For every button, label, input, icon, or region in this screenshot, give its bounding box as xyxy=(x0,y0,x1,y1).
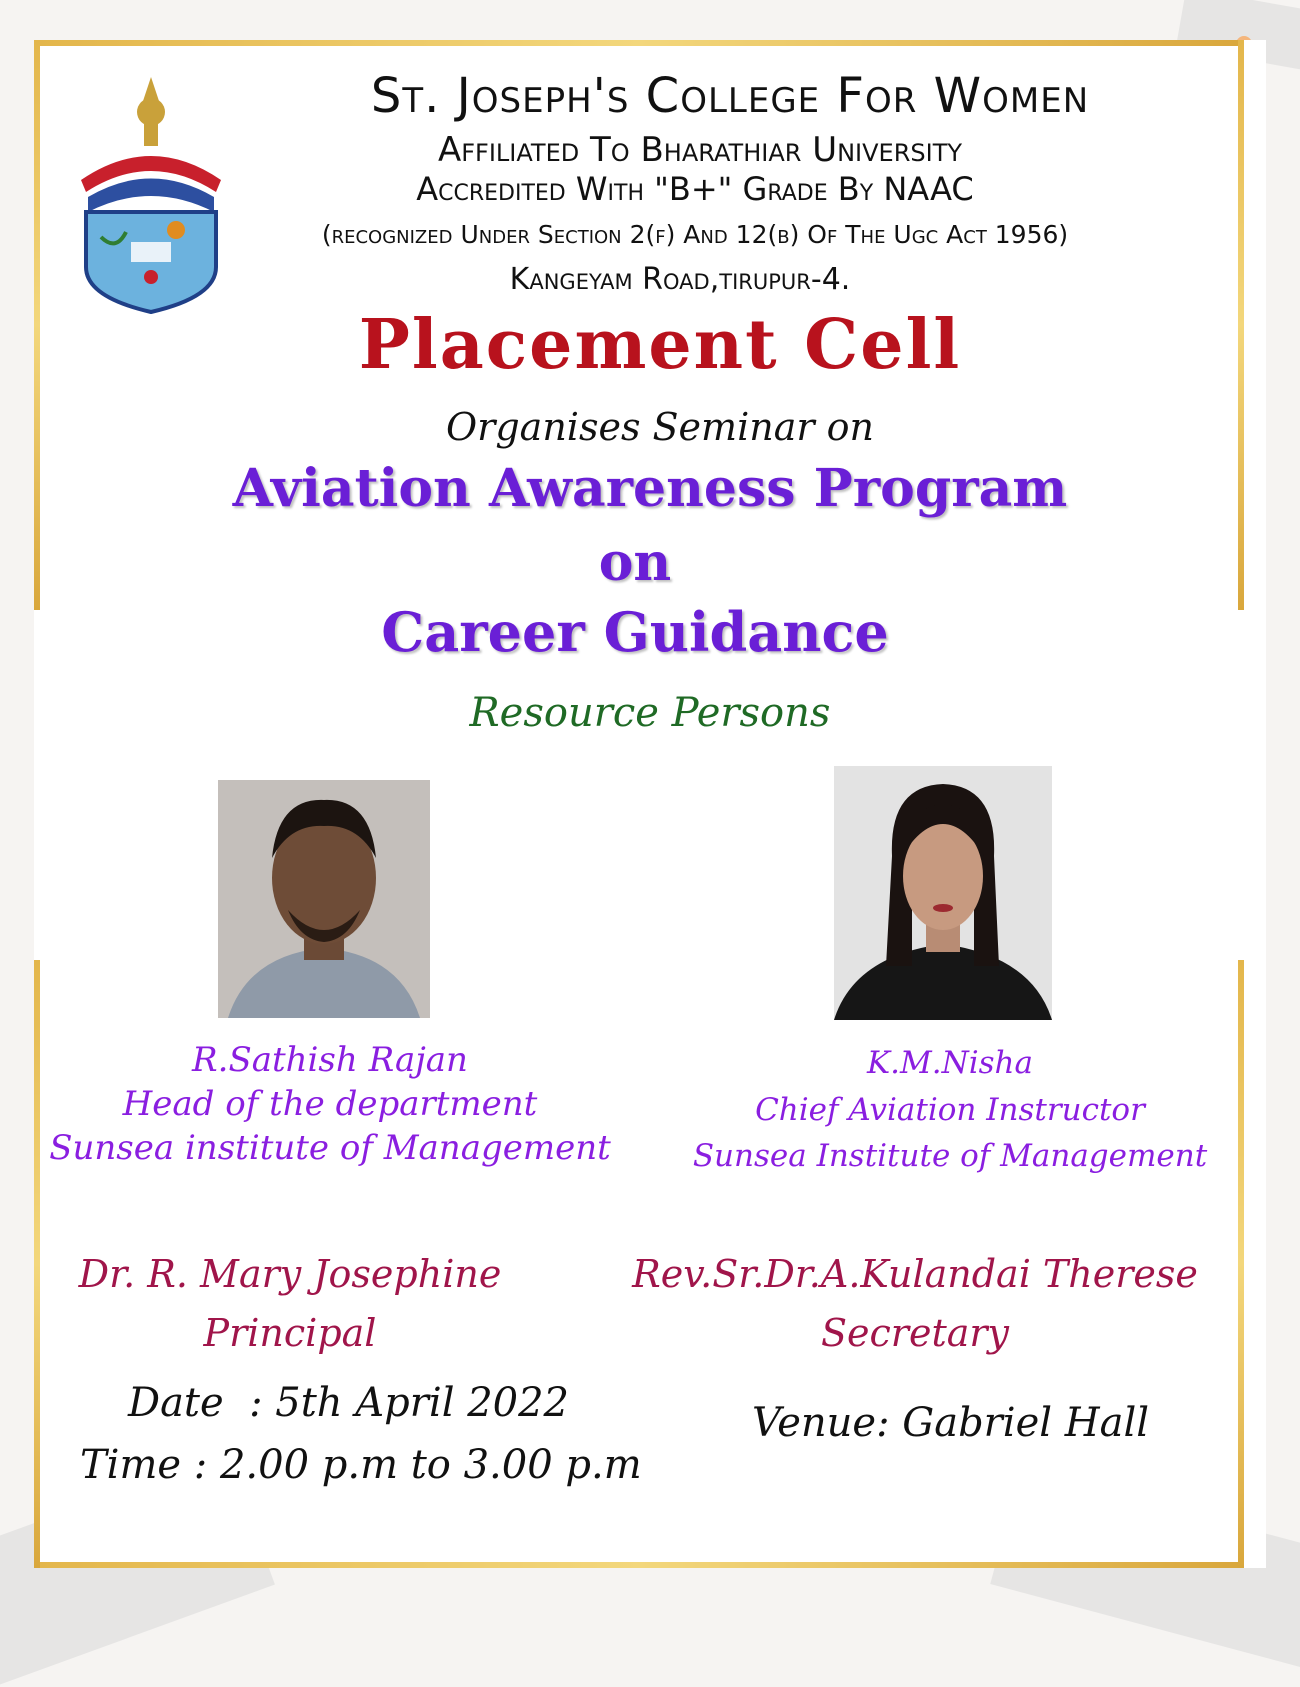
gold-frame-left-top xyxy=(34,40,40,610)
resource-person-org: Sunsea institute of Management xyxy=(49,1128,611,1169)
gold-frame-bottom xyxy=(34,1562,1244,1568)
event-time: Time : 2.00 p.m to 3.00 p.m xyxy=(80,1442,642,1488)
signatory-secretary xyxy=(620,1245,1210,1363)
resource-person-role: Chief Aviation Instructor xyxy=(755,1091,1145,1128)
program-title-line1: Aviation Awareness Program xyxy=(232,458,1068,519)
resource-person-1 xyxy=(40,1038,620,1171)
event-schedule xyxy=(80,1372,642,1496)
signatory-principal xyxy=(50,1245,530,1363)
accreditation-text: Accredited With "B+" Grade By NAAC xyxy=(416,170,974,208)
gold-frame-right-top xyxy=(1238,40,1244,610)
speaker-photo-nisha xyxy=(834,766,1052,1020)
resource-person-name: R.Sathish Rajan xyxy=(192,1040,468,1080)
resource-person-2 xyxy=(660,1040,1240,1180)
resource-person-role: Head of the department xyxy=(122,1084,538,1125)
signatory-name: Dr. R. Mary Josephine xyxy=(78,1252,502,1296)
affiliation-text: Affiliated To Bharathiar University xyxy=(437,130,963,170)
college-name: St. Joseph's College For Women xyxy=(370,68,1090,124)
event-venue: Venue: Gabriel Hall xyxy=(752,1400,1150,1446)
address-text: Kangeyam Road,tirupur-4. xyxy=(509,262,851,297)
resource-person-name: K.M.Nisha xyxy=(866,1045,1033,1081)
event-date: Date : 5th April 2022 xyxy=(128,1380,569,1426)
signatory-title: Secretary xyxy=(820,1310,1009,1355)
signatory-title: Principal xyxy=(203,1310,377,1355)
recognition-text: (recognized Under Section 2(f) And 12(b) Of The Ugc Act 1956) xyxy=(321,220,1069,249)
speaker-photo-sathish xyxy=(218,780,430,1018)
program-title-line3: Career Guidance xyxy=(381,600,889,664)
signatory-name: Rev.Sr.Dr.A.Kulandai Therese xyxy=(632,1252,1198,1296)
gold-frame-top xyxy=(34,40,1244,46)
program-title-line2: on xyxy=(598,532,672,593)
resource-person-org: Sunsea Institute of Management xyxy=(692,1138,1208,1174)
resource-persons-heading: Resource Persons xyxy=(469,690,831,736)
seminar-intro: Organises Seminar on xyxy=(446,405,874,449)
organiser-title: Placement Cell xyxy=(358,305,962,385)
